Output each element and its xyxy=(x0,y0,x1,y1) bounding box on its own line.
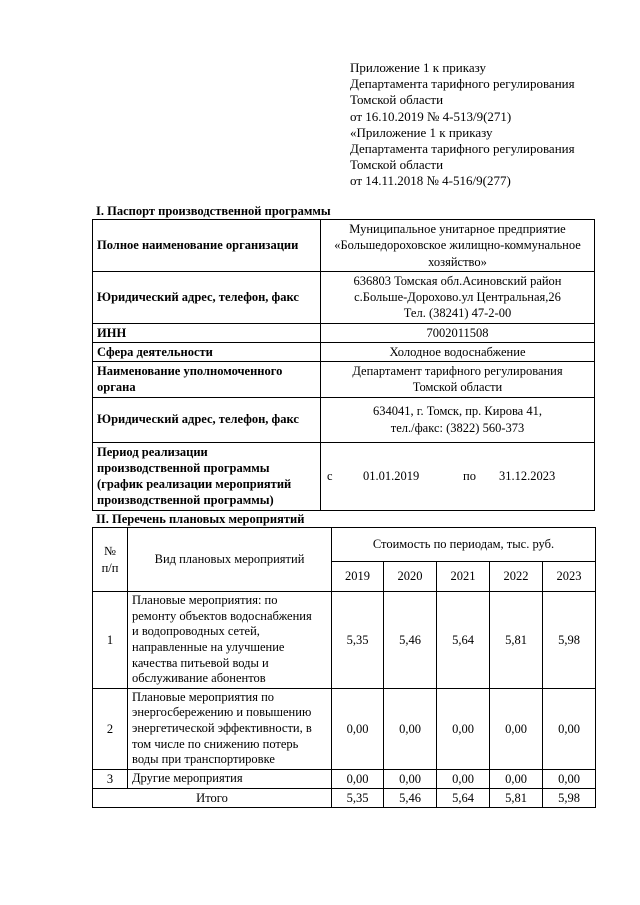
total-value: 5,46 xyxy=(384,789,437,808)
value-line: 636803 Томская обл.Асиновский район xyxy=(353,273,562,288)
value-inn: 7002011508 xyxy=(321,323,595,342)
total-label: Итого xyxy=(93,789,332,808)
total-value: 5,35 xyxy=(332,789,384,808)
header-year: 2021 xyxy=(437,562,490,592)
value-line: с.Больше-Дорохово.ул Центральная,26 xyxy=(354,290,561,304)
row-value: 0,00 xyxy=(490,688,543,769)
row-value: 5,81 xyxy=(490,592,543,689)
row-value: 0,00 xyxy=(437,769,490,788)
table-row xyxy=(93,442,595,510)
header-year: 2023 xyxy=(543,562,596,592)
section-1-title: I. Паспорт производственной программы xyxy=(96,204,331,218)
table-row xyxy=(93,271,595,323)
total-value: 5,98 xyxy=(543,789,596,808)
total-value: 5,81 xyxy=(490,789,543,808)
row-value: 5,46 xyxy=(384,592,437,689)
value-line: тел./факс: (3822) 560-373 xyxy=(390,420,525,435)
row-value: 5,64 xyxy=(437,592,490,689)
label-line: органа xyxy=(97,380,136,395)
total-row xyxy=(93,789,596,808)
desc-line: ремонту объектов водоснабжения xyxy=(132,608,312,623)
value-line: Департамент тарифного регулирования xyxy=(352,364,563,378)
value-line: Тел. (38241) 47-2-00 xyxy=(403,306,512,321)
row-value: 0,00 xyxy=(490,769,543,788)
value-period xyxy=(321,442,595,510)
row-value: 5,35 xyxy=(332,592,384,689)
desc-line: Плановые мероприятия: по xyxy=(132,593,278,607)
desc-line: энергосбережению и повышению xyxy=(132,705,312,720)
period-from-date: 01.01.2019 xyxy=(363,468,420,483)
row-value: 0,00 xyxy=(543,688,596,769)
label-activity: Сфера деятельности xyxy=(93,342,321,361)
row-desc xyxy=(128,688,332,769)
row-desc xyxy=(128,592,332,689)
label-period xyxy=(93,442,321,510)
header-line: «Приложение 1 к приказу xyxy=(350,124,493,140)
desc-line: энергетической эффективности, в xyxy=(132,721,312,735)
header-year: 2022 xyxy=(490,562,543,592)
header-line: Департамента тарифного регулирования xyxy=(350,141,575,157)
period-to-word: по xyxy=(463,468,476,483)
desc-line: воды при транспортировке xyxy=(132,752,275,767)
header-line: № xyxy=(104,544,116,559)
label-authority-address: Юридический адрес, телефон, факс xyxy=(93,397,321,442)
table-row xyxy=(93,362,595,398)
desc-line: качества питьевой воды и xyxy=(132,655,269,670)
table-row xyxy=(93,769,596,788)
label-line: производственной программы) xyxy=(97,493,274,508)
value-line: Муниципальное унитарное предприятие xyxy=(349,222,566,236)
row-desc xyxy=(128,769,332,788)
header-line: от 14.11.2018 № 4-516/9(277) xyxy=(350,173,511,189)
header-line: от 16.10.2019 № 4-513/9(271) xyxy=(350,108,512,124)
row-value: 0,00 xyxy=(543,769,596,788)
section-2-title: II. Перечень плановых мероприятий xyxy=(96,512,305,526)
label-inn: ИНН xyxy=(93,323,321,342)
label-org-name: Полное наименование организации xyxy=(93,220,321,272)
table-row xyxy=(93,397,595,442)
period-from-word: с xyxy=(327,468,333,483)
row-num: 3 xyxy=(93,769,128,788)
table-row xyxy=(93,342,595,361)
row-value: 0,00 xyxy=(384,769,437,788)
header-year: 2019 xyxy=(332,562,384,592)
label-legal-address: Юридический адрес, телефон, факс xyxy=(93,271,321,323)
desc-line: и водопроводных сетей, xyxy=(132,624,260,639)
label-line: Период реализации xyxy=(97,444,208,459)
plan-table xyxy=(92,527,596,808)
table-row xyxy=(93,220,595,272)
table-row xyxy=(93,592,596,689)
passport-table xyxy=(92,219,595,511)
desc-line: Плановые мероприятия по xyxy=(132,689,275,704)
header-line: Томской области xyxy=(350,92,444,108)
desc-line: Другие мероприятия xyxy=(132,771,243,786)
value-org-name xyxy=(321,220,595,272)
row-num: 2 xyxy=(93,688,128,769)
row-value: 0,00 xyxy=(437,688,490,769)
value-activity: Холодное водоснабжение xyxy=(321,342,595,361)
total-value: 5,64 xyxy=(437,789,490,808)
header-type: Вид плановых мероприятий xyxy=(128,528,332,592)
value-authority xyxy=(321,362,595,398)
table-row xyxy=(93,688,596,769)
desc-line: направленные на улучшение xyxy=(132,639,285,654)
row-value: 5,98 xyxy=(543,592,596,689)
header-line: Приложение 1 к приказу xyxy=(350,60,487,75)
appendix-header xyxy=(350,60,630,190)
label-line: производственной программы xyxy=(97,460,270,475)
row-value: 0,00 xyxy=(332,769,384,788)
value-line: 634041, г. Томск, пр. Кирова 41, xyxy=(373,404,542,419)
table-header-row xyxy=(93,528,596,562)
value-legal-address xyxy=(321,271,595,323)
header-line: п/п xyxy=(101,560,119,575)
row-value: 0,00 xyxy=(384,688,437,769)
desc-line: том числе по снижению потерь xyxy=(132,736,299,751)
header-line: Томской области xyxy=(350,157,444,173)
label-authority xyxy=(93,362,321,398)
value-line: «Большедороховское жилищно-коммунальное xyxy=(334,238,581,253)
desc-line: обслуживание абонентов xyxy=(132,671,266,686)
row-num: 1 xyxy=(93,592,128,689)
value-line: хозяйство» xyxy=(428,254,487,269)
header-line: Департамента тарифного регулирования xyxy=(350,76,575,92)
header-year: 2020 xyxy=(384,562,437,592)
header-num xyxy=(93,528,128,592)
value-line: Томской области xyxy=(412,380,503,395)
label-line: (график реализации мероприятий xyxy=(97,477,292,491)
header-cost: Стоимость по периодам, тыс. руб. xyxy=(332,528,596,562)
period-to-date: 31.12.2023 xyxy=(499,468,556,483)
table-row xyxy=(93,323,595,342)
value-authority-address xyxy=(321,397,595,442)
label-line: Наименование уполномоченного xyxy=(97,364,283,378)
row-value: 0,00 xyxy=(332,688,384,769)
